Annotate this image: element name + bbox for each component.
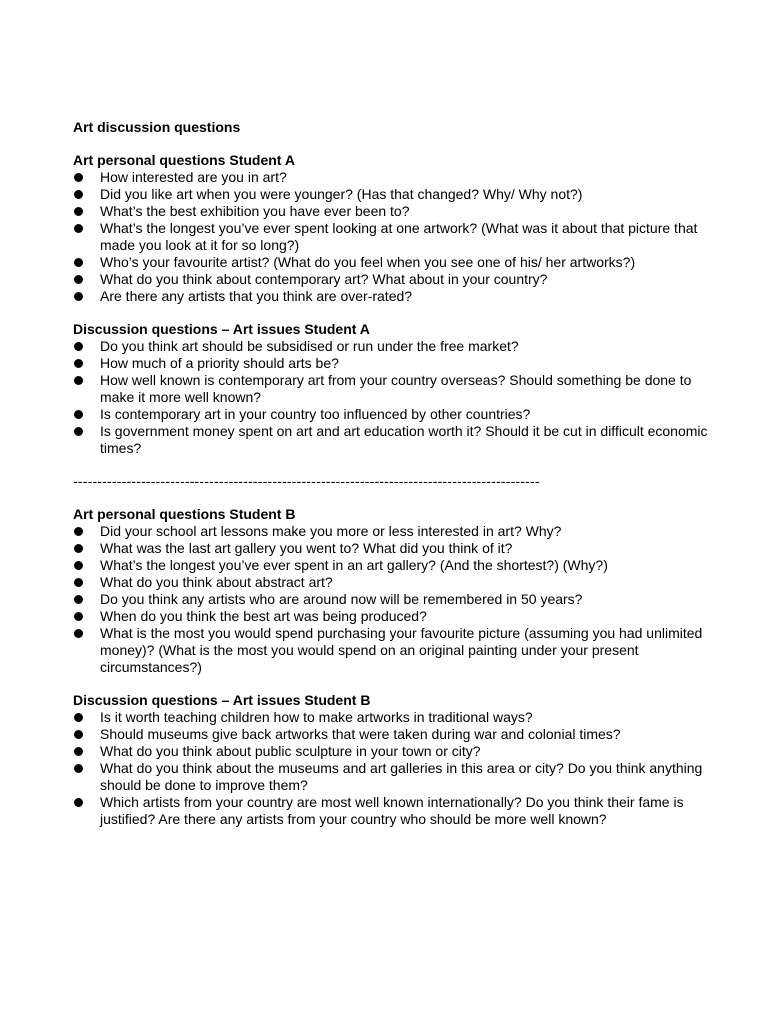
question-item [73, 271, 713, 288]
question-text: Is contemporary art in your country too influenced by other countries? [100, 406, 531, 422]
bullet-icon [74, 342, 83, 351]
student-b-section-1 [73, 506, 713, 676]
bullet-icon [74, 612, 83, 621]
question-text: How much of a priority should arts be? [100, 355, 339, 371]
bullet-icon [74, 561, 83, 570]
question-text: Did your school art lessons make you more or less interested in art? Why? [100, 523, 562, 539]
question-item [73, 743, 713, 760]
bullet-icon [74, 410, 83, 419]
bullet-icon [74, 190, 83, 199]
question-text: Do you think art should be subsidised or run under the free market? [100, 338, 519, 354]
bullet-icon [74, 207, 83, 216]
question-text: What is the most you would spend purchasing your favourite picture (assuming you had unlimited money)? (What is the most you would spend on an original painting under your present circumstances?) [100, 625, 703, 675]
student-a-section-2 [73, 321, 713, 457]
question-list [73, 523, 713, 676]
student-a-sections [73, 152, 713, 457]
question-text: Is it worth teaching children how to make artworks in traditional ways? [100, 709, 533, 725]
question-text: What’s the longest you’ve ever spent in an art gallery? (And the shortest?) (Why?) [100, 557, 608, 573]
question-item [73, 557, 713, 574]
question-text: What’s the longest you’ve ever spent looking at one artwork? (What was it about that picture that made you look at it for so long?) [100, 220, 698, 253]
question-text: What’s the best exhibition you have ever been to? [100, 203, 410, 219]
section-heading: Discussion questions – Art issues Student B [73, 692, 371, 708]
question-item [73, 406, 713, 423]
bullet-icon [74, 747, 83, 756]
question-text: How well known is contemporary art from your country overseas? Should something be done to make it more well known? [100, 372, 692, 405]
question-item [73, 338, 713, 355]
bullet-icon [74, 258, 83, 267]
question-item [73, 423, 713, 457]
question-text: What do you think about public sculpture in your town or city? [100, 743, 481, 759]
question-text: Who’s your favourite artist? (What do you feel when you see one of his/ her artworks?) [100, 254, 636, 270]
bullet-icon [74, 798, 83, 807]
bullet-icon [74, 224, 83, 233]
question-item [73, 608, 713, 625]
question-item [73, 625, 713, 676]
question-text: When do you think the best art was being produced? [100, 608, 427, 624]
bullet-icon [74, 730, 83, 739]
section-heading: Art personal questions Student A [73, 152, 295, 168]
question-item [73, 540, 713, 557]
question-text: Are there any artists that you think are over-rated? [100, 288, 413, 304]
question-item [73, 372, 713, 406]
student-a-section-1 [73, 152, 713, 305]
bullet-icon [74, 427, 83, 436]
document-title: Art discussion questions [73, 119, 241, 135]
bullet-icon [74, 544, 83, 553]
question-item [73, 591, 713, 608]
question-item [73, 574, 713, 591]
question-text: Did you like art when you were younger? (Has that changed? Why/ Why not?) [100, 186, 583, 202]
bullet-icon [74, 764, 83, 773]
question-text: Which artists from your country are most well known internationally? Do you think their fame is justified? Are there any artists from your country who should be more well known? [100, 794, 684, 827]
question-item [73, 760, 713, 794]
question-list [73, 709, 713, 828]
question-text: Do you think any artists who are around now will be remembered in 50 years? [100, 591, 583, 607]
question-text: Is government money spent on art and art education worth it? Should it be cut in difficult economic times? [100, 423, 708, 456]
question-item [73, 169, 713, 186]
question-item [73, 288, 713, 305]
question-item [73, 523, 713, 540]
bullet-icon [74, 629, 83, 638]
question-list [73, 169, 713, 305]
section-heading: Discussion questions – Art issues Student A [73, 321, 370, 337]
student-b-section-2 [73, 692, 713, 828]
worksheet-page [73, 119, 713, 844]
section-heading: Art personal questions Student B [73, 506, 296, 522]
bullet-icon [74, 713, 83, 722]
question-item [73, 186, 713, 203]
bullet-icon [74, 359, 83, 368]
question-item [73, 254, 713, 271]
bullet-icon [74, 376, 83, 385]
question-item [73, 709, 713, 726]
question-text: What do you think about abstract art? [100, 574, 333, 590]
bullet-icon [74, 275, 83, 284]
cut-line-separator: ------------------------------------------------------------------------------------------------ [73, 473, 540, 489]
question-text: What do you think about contemporary art? What about in your country? [100, 271, 548, 287]
question-text: What do you think about the museums and art galleries in this area or city? Do you think anything should be done to improve them? [100, 760, 703, 793]
question-text: What was the last art gallery you went to? What did you think of it? [100, 540, 513, 556]
question-item [73, 203, 713, 220]
question-text: How interested are you in art? [100, 169, 287, 185]
question-list [73, 338, 713, 457]
bullet-icon [74, 595, 83, 604]
question-item [73, 220, 713, 254]
question-item [73, 355, 713, 372]
question-item [73, 726, 713, 743]
bullet-icon [74, 578, 83, 587]
bullet-icon [74, 527, 83, 536]
question-text: Should museums give back artworks that were taken during war and colonial times? [100, 726, 621, 742]
student-b-sections [73, 506, 713, 828]
bullet-icon [74, 292, 83, 301]
bullet-icon [74, 173, 83, 182]
question-item [73, 794, 713, 828]
